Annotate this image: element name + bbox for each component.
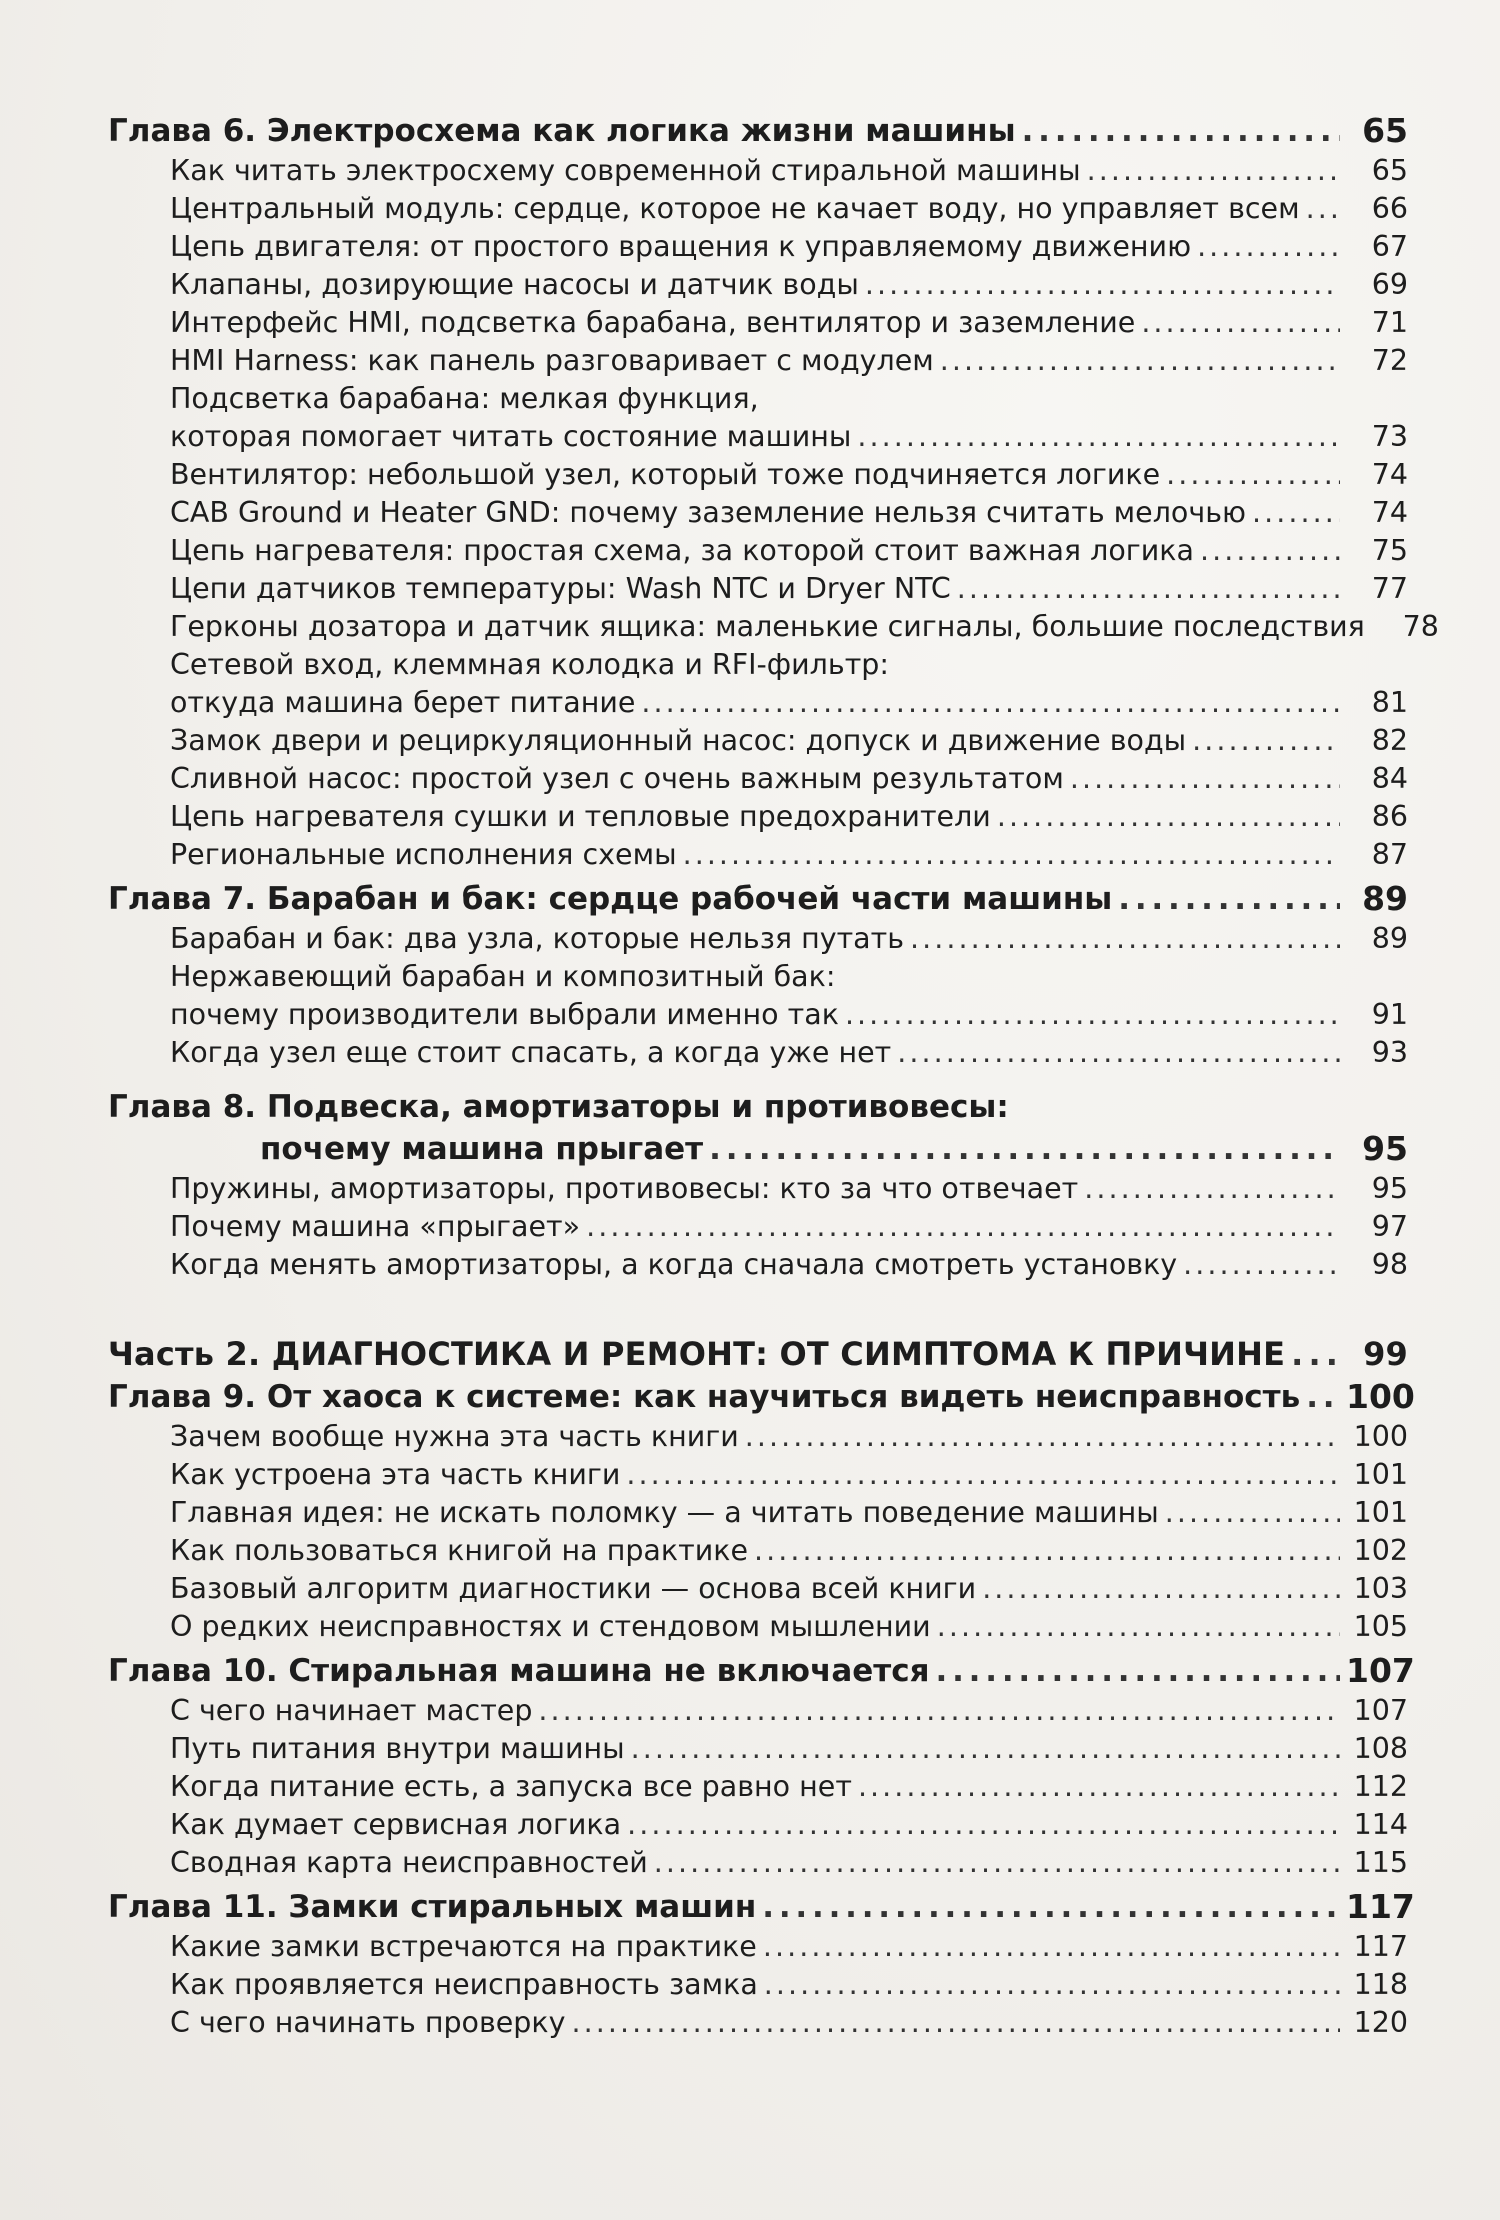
- page-number: 100: [1346, 1377, 1415, 1416]
- chapter-heading: [108, 1650, 1415, 1692]
- dot-leader: [764, 1966, 1340, 2004]
- page-number: 86: [1371, 800, 1408, 833]
- dot-leader: [571, 2004, 1340, 2042]
- page-number: 93: [1371, 1036, 1408, 1069]
- page-number: 75: [1371, 534, 1408, 567]
- page-number: 89: [1371, 922, 1408, 955]
- chapter-heading: [108, 1376, 1415, 1418]
- toc-item: [108, 1208, 1408, 1246]
- page-number: 112: [1353, 1770, 1408, 1803]
- page-number: 71: [1371, 306, 1408, 339]
- item-title: Цепь нагревателя: простая схема, за которой стоит важная логика: [170, 534, 1194, 567]
- dot-leader: [654, 1844, 1340, 1882]
- dot-leader: [1291, 1332, 1340, 1376]
- page-number: 91: [1371, 998, 1408, 1031]
- chapter-9-section: [108, 1376, 1415, 1646]
- dot-leader: [1166, 456, 1340, 494]
- page-number: 101: [1353, 1458, 1408, 1491]
- item-title: Путь питания внутри машины: [170, 1732, 625, 1765]
- dot-leader: [857, 418, 1340, 456]
- chapter-title: Глава 7. Барабан и бак: сердце рабочей части машины: [108, 881, 1113, 917]
- dot-leader: [1118, 878, 1340, 920]
- chapter-title: Глава 9. От хаоса к системе: как научиться видеть неисправность: [108, 1379, 1301, 1415]
- item-title-line-2: почему производители выбрали именно так: [170, 998, 839, 1031]
- dot-leader: [1200, 532, 1340, 570]
- item-title: CAB Ground и Heater GND: почему заземление нельзя считать мелочью: [170, 496, 1246, 529]
- item-title: Когда узел еще стоит спасать, а когда уже нет: [170, 1036, 892, 1069]
- item-title-line-2-row: [170, 996, 1408, 1034]
- item-title: Как пользоваться книгой на практике: [170, 1534, 748, 1567]
- item-title: Какие замки встречаются на практике: [170, 1930, 757, 1963]
- dot-leader: [1141, 304, 1340, 342]
- dot-leader: [762, 1886, 1340, 1928]
- chapter-10-section: [108, 1650, 1415, 1882]
- page-number: 102: [1353, 1534, 1408, 1567]
- dot-leader: [940, 342, 1340, 380]
- table-of-contents: [108, 110, 1439, 2042]
- toc-item: [108, 1246, 1408, 1284]
- page-number: 99: [1363, 1335, 1408, 1373]
- toc-item: [108, 190, 1408, 228]
- toc-item: [108, 1532, 1408, 1570]
- item-title-line-1: Подсветка барабана: мелкая функция,: [170, 382, 759, 415]
- toc-item: [108, 570, 1408, 608]
- item-title-line-2-row: [170, 418, 1408, 456]
- item-title: Когда менять амортизаторы, а когда сначала смотреть установку: [170, 1248, 1178, 1281]
- item-title: С чего начинать проверку: [170, 2006, 566, 2039]
- toc-item: [108, 1170, 1408, 1208]
- item-title: Главная идея: не искать поломку — а читать поведение машины: [170, 1496, 1159, 1529]
- page-number: 120: [1353, 2006, 1408, 2039]
- toc-item: [108, 532, 1408, 570]
- toc-item: [108, 1692, 1408, 1730]
- dot-leader: [1183, 1246, 1340, 1284]
- page-number: 69: [1371, 268, 1408, 301]
- page-number: 103: [1353, 1572, 1408, 1605]
- toc-item: [108, 1768, 1408, 1806]
- item-title-line-2: которая помогает читать состояние машины: [170, 420, 852, 453]
- chapter-6-section: [108, 110, 1439, 874]
- toc-item: [108, 836, 1408, 874]
- page-number: 74: [1371, 496, 1408, 529]
- part-heading: [108, 1332, 1408, 1376]
- dot-leader: [1306, 190, 1340, 228]
- dot-leader: [865, 266, 1340, 304]
- item-title: Цепь нагревателя сушки и тепловые предохранители: [170, 800, 991, 833]
- page-number: 117: [1353, 1930, 1408, 1963]
- item-title: Как думает сервисная логика: [170, 1808, 622, 1841]
- toc-item-multiline: [108, 646, 1408, 722]
- chapter-heading: [108, 878, 1408, 920]
- item-title-line-1: Сетевой вход, клеммная колодка и RFI-фильтр:: [170, 648, 889, 681]
- page-number: 118: [1353, 1968, 1408, 2001]
- toc-item: [108, 304, 1408, 342]
- item-title: Сводная карта неисправностей: [170, 1846, 648, 1879]
- toc-item: [108, 1034, 1408, 1072]
- toc-item: [108, 1608, 1408, 1646]
- item-title: Интерфейс HMI, подсветка барабана, вентилятор и заземление: [170, 306, 1136, 339]
- dot-leader: [1087, 152, 1340, 190]
- page-number: 100: [1353, 1420, 1408, 1453]
- toc-item: [108, 342, 1408, 380]
- dot-leader: [626, 1456, 1340, 1494]
- toc-item: [108, 722, 1408, 760]
- dot-leader: [1084, 1170, 1340, 1208]
- page-number: 98: [1371, 1248, 1408, 1281]
- dot-leader: [538, 1692, 1340, 1730]
- toc-item: [108, 608, 1439, 646]
- part-title: Часть 2. ДИАГНОСТИКА И РЕМОНТ: ОТ СИМПТОМА К ПРИЧИНЕ: [108, 1335, 1286, 1373]
- item-title: Цепи датчиков температуры: Wash NTC и Dryer NTC: [170, 572, 951, 605]
- page-number: 65: [1371, 154, 1408, 187]
- toc-item: [108, 456, 1408, 494]
- item-title: С чего начинает мастер: [170, 1694, 533, 1727]
- toc-item: [108, 266, 1408, 304]
- item-title: Цепь двигателя: от простого вращения к управляемому движению: [170, 230, 1192, 263]
- page-number: 107: [1346, 1651, 1415, 1690]
- page-number: 78: [1402, 610, 1439, 643]
- toc-item: [108, 1806, 1408, 1844]
- toc-item-multiline: [108, 380, 1408, 456]
- dot-leader: [957, 570, 1340, 608]
- chapter-8-section: [108, 1086, 1408, 1284]
- chapter-title: Глава 10. Стиральная машина не включается: [108, 1653, 930, 1689]
- item-title: Клапаны, дозирующие насосы и датчик воды: [170, 268, 859, 301]
- item-title-line-1: Нержавеющий барабан и композитный бак:: [170, 960, 836, 993]
- dot-leader: [1306, 1376, 1340, 1418]
- dot-leader: [763, 1928, 1340, 1966]
- page-number: 95: [1362, 1129, 1408, 1168]
- item-title: Как устроена эта часть книги: [170, 1458, 621, 1491]
- item-title-line-2-row: [170, 684, 1408, 722]
- item-title: Вентилятор: небольшой узел, который тоже подчиняется логике: [170, 458, 1161, 491]
- item-title: Пружины, амортизаторы, противовесы: кто за что отвечает: [170, 1172, 1079, 1205]
- item-title: О редких неисправностях и стендовом мышлении: [170, 1610, 931, 1643]
- page-number: 77: [1371, 572, 1408, 605]
- item-title: Замок двери и рециркуляционный насос: допуск и движение воды: [170, 724, 1187, 757]
- chapter-title-line-2: почему машина прыгает: [260, 1131, 704, 1167]
- page-number: 89: [1362, 879, 1408, 918]
- part-2-section: [108, 1332, 1408, 1376]
- item-title: Герконы дозатора и датчик ящика: маленькие сигналы, большие последствия: [170, 610, 1365, 643]
- item-title: Базовый алгоритм диагностики — основа всей книги: [170, 1572, 977, 1605]
- page-number: 74: [1371, 458, 1408, 491]
- item-title: Почему машина «прыгает»: [170, 1210, 581, 1243]
- chapter-title-line-1: Глава 8. Подвеска, амортизаторы и противовесы:: [108, 1089, 1009, 1125]
- dot-leader: [982, 1570, 1340, 1608]
- page-number: 101: [1353, 1496, 1408, 1529]
- chapter-7-section: [108, 878, 1408, 1072]
- dot-leader: [858, 1768, 1340, 1806]
- dot-leader: [586, 1208, 1340, 1246]
- dot-leader: [936, 1650, 1340, 1692]
- dot-leader: [754, 1532, 1340, 1570]
- item-title: Как читать электросхему современной стиральной машины: [170, 154, 1081, 187]
- toc-item: [108, 1928, 1408, 1966]
- dot-leader: [897, 1034, 1340, 1072]
- item-title: Региональные исполнения схемы: [170, 838, 677, 871]
- toc-item: [108, 1570, 1408, 1608]
- page-number: 73: [1371, 420, 1408, 453]
- toc-item: [108, 760, 1408, 798]
- dot-leader: [937, 1608, 1340, 1646]
- page-number: 115: [1353, 1846, 1408, 1879]
- item-title: Сливной насос: простой узел с очень важным результатом: [170, 762, 1064, 795]
- chapter-title: Глава 6. Электросхема как логика жизни машины: [108, 113, 1016, 149]
- dot-leader: [683, 836, 1340, 874]
- page-number: 65: [1362, 111, 1408, 150]
- dot-leader: [709, 1128, 1340, 1170]
- toc-item: [108, 228, 1408, 266]
- toc-item: [108, 494, 1408, 532]
- dot-leader: [1165, 1494, 1340, 1532]
- toc-item: [108, 2004, 1408, 2042]
- dot-leader: [845, 996, 1340, 1034]
- page-number: 114: [1353, 1808, 1408, 1841]
- toc-item: [108, 1844, 1408, 1882]
- chapter-title: Глава 11. Замки стиральных машин: [108, 1889, 757, 1925]
- item-title: Когда питание есть, а запуска все равно нет: [170, 1770, 852, 1803]
- page-number: 107: [1353, 1694, 1408, 1727]
- dot-leader: [641, 684, 1340, 722]
- item-title: HMI Harness: как панель разговаривает с модулем: [170, 344, 934, 377]
- page-number: 87: [1371, 838, 1408, 871]
- page-number: 72: [1371, 344, 1408, 377]
- dot-leader: [1022, 110, 1340, 152]
- toc-item: [108, 1494, 1408, 1532]
- dot-leader: [910, 920, 1340, 958]
- page-number: 82: [1371, 724, 1408, 757]
- dot-leader: [1192, 722, 1340, 760]
- dot-leader: [1070, 760, 1340, 798]
- page-number: 84: [1371, 762, 1408, 795]
- item-title: Барабан и бак: два узла, которые нельзя путать: [170, 922, 905, 955]
- chapter-heading: [108, 1128, 1408, 1170]
- page-number: 66: [1371, 192, 1408, 225]
- chapter-11-section: [108, 1886, 1415, 2042]
- toc-item-multiline: [108, 958, 1408, 1034]
- page-number: 108: [1353, 1732, 1408, 1765]
- toc-item: [108, 1418, 1408, 1456]
- dot-leader: [1197, 228, 1340, 266]
- page-number: 97: [1371, 1210, 1408, 1243]
- page-number: 105: [1353, 1610, 1408, 1643]
- page-number: 117: [1346, 1887, 1415, 1926]
- dot-leader: [1252, 494, 1340, 532]
- toc-item: [108, 1456, 1408, 1494]
- toc-item: [108, 920, 1408, 958]
- page-number: 95: [1371, 1172, 1408, 1205]
- item-title-line-2: откуда машина берет питание: [170, 686, 636, 719]
- page-number: 81: [1371, 686, 1408, 719]
- chapter-heading: [108, 110, 1408, 152]
- dot-leader: [631, 1730, 1340, 1768]
- page-number: 67: [1371, 230, 1408, 263]
- toc-item: [108, 798, 1408, 836]
- item-title: Как проявляется неисправность замка: [170, 1968, 758, 2001]
- item-title: Центральный модуль: сердце, которое не качает воду, но управляет всем: [170, 192, 1300, 225]
- toc-item: [108, 152, 1408, 190]
- toc-item: [108, 1966, 1408, 2004]
- item-title: Зачем вообще нужна эта часть книги: [170, 1420, 739, 1453]
- chapter-heading: [108, 1886, 1415, 1928]
- dot-leader: [627, 1806, 1340, 1844]
- dot-leader: [745, 1418, 1340, 1456]
- dot-leader: [997, 798, 1340, 836]
- toc-item: [108, 1730, 1408, 1768]
